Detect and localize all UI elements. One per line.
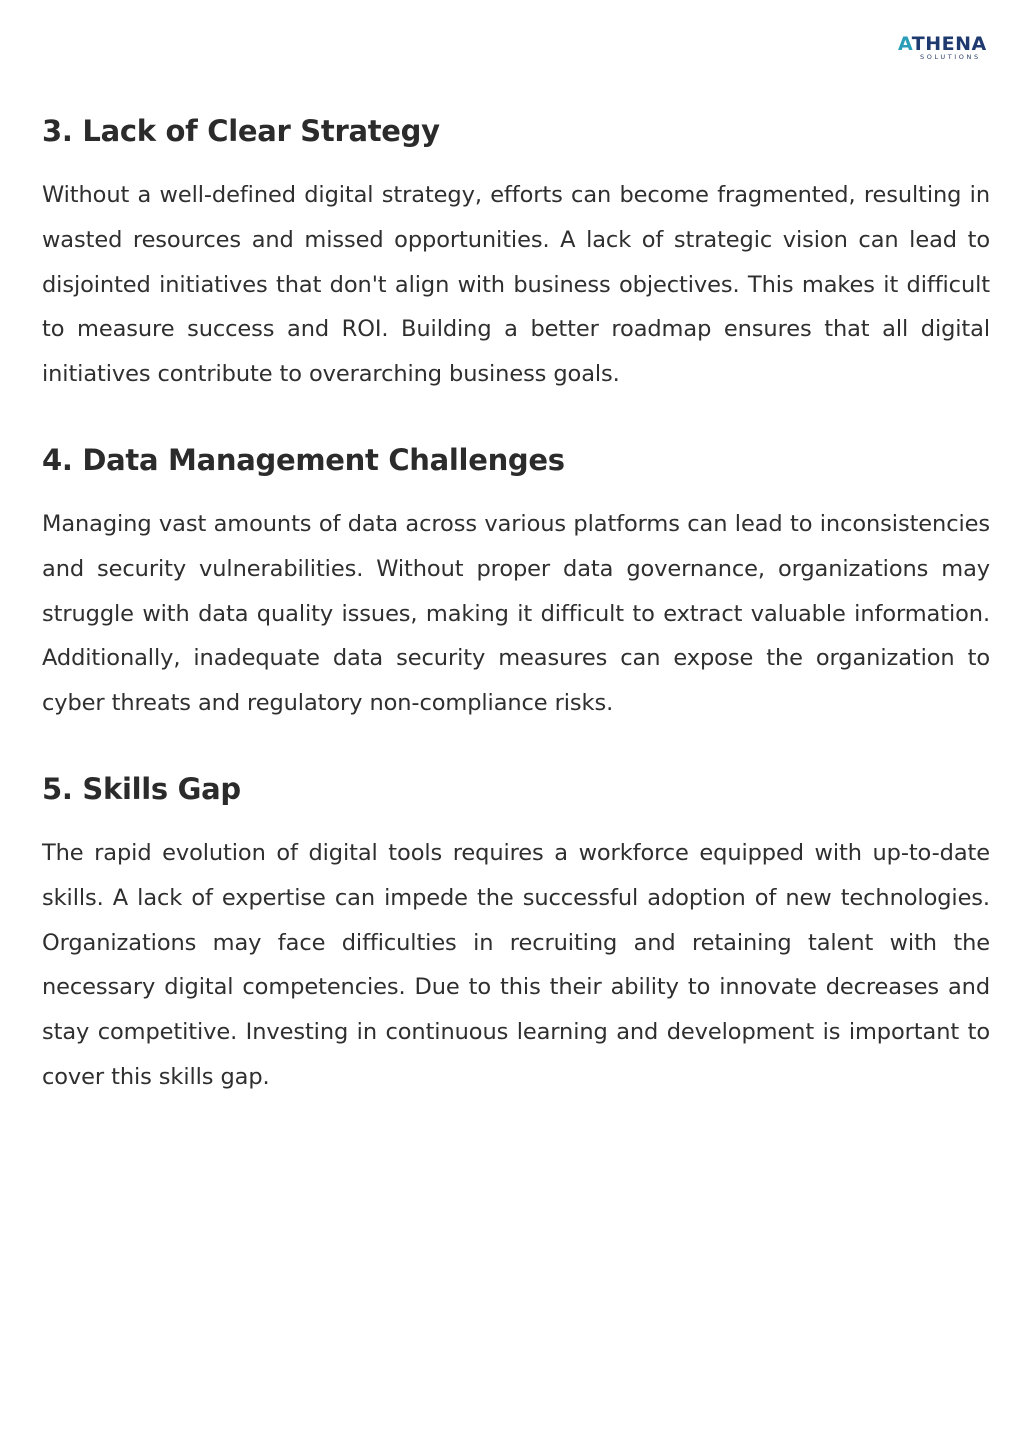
section-paragraph: Managing vast amounts of data across various platforms can lead to inconsistencies and security vulnerabilities. Without proper data governance, organizations may struggle with data quality issues, making it difficult to extract valuable information. Additionally, inadequate data security measures can expose the organization to cyber threats and regulatory non-compliance risks. (42, 510, 990, 717)
section-paragraph: Without a well-defined digital strategy, efforts can become fragmented, resulting in wasted resources and missed opportunities. A lack of strategic vision can lead to disjointed initiatives that don't align with business objectives. This makes it difficult to measure success and ROI. Building a better roadmap ensures that all digital initiatives contribute to overarching business goals. (42, 182, 990, 388)
athena-solutions-logo (898, 34, 988, 64)
logo-letter-a: A (898, 33, 912, 55)
section-data-management-challenges (42, 440, 990, 726)
section-paragraph: The rapid evolution of digital tools requires a workforce equipped with up-to-date skills. A lack of expertise can impede the successful adoption of new technologies. Organizations may face difficulties in recruiting and retaining talent with the necessary digital competencies. Due to this their ability to innovate decreases and stay competitive. Investing in continuous learning and development is important to cover this skills gap. (42, 839, 990, 1090)
document-content (42, 111, 990, 1143)
section-skills-gap (42, 769, 990, 1100)
logo-name-rest: THENA (911, 33, 987, 55)
section-heading: 5. Skills Gap (42, 771, 241, 806)
logo-wordmark (898, 34, 988, 55)
section-heading: 4. Data Management Challenges (42, 442, 565, 477)
section-heading: 3. Lack of Clear Strategy (42, 114, 440, 148)
logo-subtitle: SOLUTIONS (920, 53, 981, 61)
section-lack-of-clear-strategy (42, 111, 990, 397)
